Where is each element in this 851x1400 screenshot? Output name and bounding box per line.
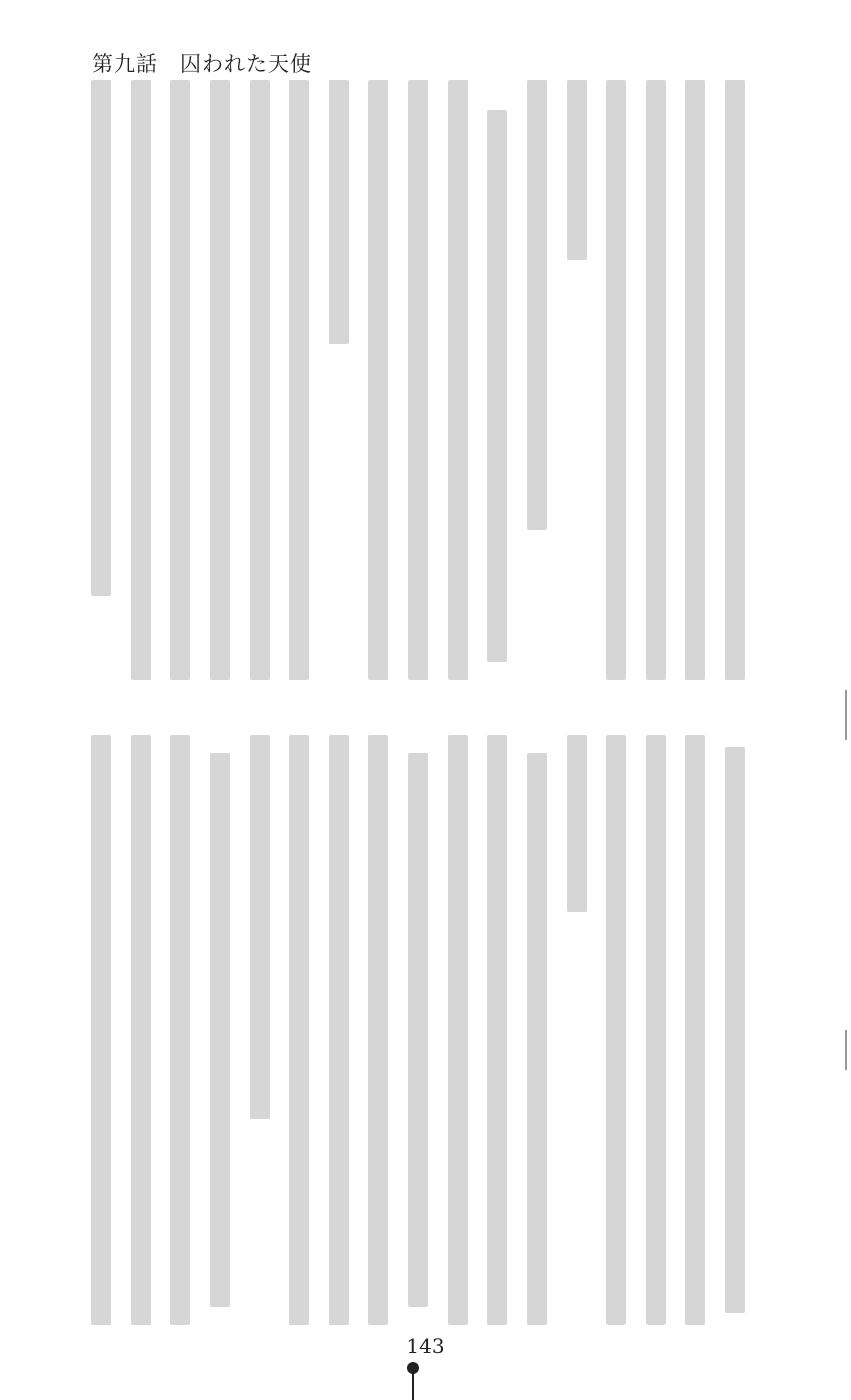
text-column (286, 735, 312, 1325)
redacted-text-line (685, 735, 705, 1325)
text-column (484, 735, 510, 1325)
text-column (207, 80, 233, 680)
redacted-text-line (606, 735, 626, 1325)
redacted-text-line (646, 735, 666, 1325)
redacted-text-line (725, 80, 745, 680)
redacted-text-line (250, 80, 270, 680)
redacted-text-line (289, 735, 309, 1325)
chapter-title: 第九話 囚われた天使 (92, 52, 312, 76)
redacted-text-line (91, 735, 111, 1325)
text-column (88, 80, 114, 680)
text-column (207, 735, 233, 1325)
text-column (365, 735, 391, 1325)
text-block-bottom (88, 735, 748, 1325)
text-column (682, 735, 708, 1325)
redacted-text-line (685, 80, 705, 680)
redacted-text-line (91, 80, 111, 596)
redacted-text-line (527, 753, 547, 1325)
redacted-text-line (606, 80, 626, 680)
redacted-text-line (527, 80, 547, 530)
redacted-text-line (448, 735, 468, 1325)
text-column (682, 80, 708, 680)
redacted-text-line (170, 80, 190, 680)
scan-edge-mark (845, 1030, 847, 1070)
redacted-text-line (210, 753, 230, 1308)
redacted-text-line (250, 735, 270, 1119)
scan-edge-mark (845, 690, 847, 740)
page-marker-line (412, 1372, 414, 1400)
text-column (128, 80, 154, 680)
text-column (167, 80, 193, 680)
text-column (722, 80, 748, 680)
text-column (722, 735, 748, 1325)
text-column (643, 735, 669, 1325)
redacted-text-line (646, 80, 666, 680)
redacted-text-line (408, 80, 428, 680)
text-column (484, 80, 510, 680)
text-column (524, 735, 550, 1325)
text-column (603, 80, 629, 680)
redacted-text-line (329, 80, 349, 344)
redacted-text-line (329, 735, 349, 1325)
redacted-text-line (487, 735, 507, 1325)
redacted-text-line (448, 80, 468, 680)
redacted-text-line (567, 735, 587, 912)
redacted-text-line (210, 80, 230, 680)
text-column (88, 735, 114, 1325)
text-column (167, 735, 193, 1325)
redacted-text-line (368, 735, 388, 1325)
text-column (405, 80, 431, 680)
redacted-text-line (289, 80, 309, 680)
text-column (405, 735, 431, 1325)
text-column (247, 735, 273, 1325)
text-column (286, 80, 312, 680)
redacted-text-line (487, 110, 507, 662)
redacted-text-line (567, 80, 587, 260)
text-column (564, 735, 590, 1325)
redacted-text-line (725, 747, 745, 1313)
redacted-text-line (408, 753, 428, 1308)
redacted-text-line (170, 735, 190, 1325)
text-column (524, 80, 550, 680)
text-column (445, 735, 471, 1325)
text-column (326, 80, 352, 680)
redacted-text-line (131, 80, 151, 680)
text-column (128, 735, 154, 1325)
redacted-text-line (368, 80, 388, 680)
text-column (603, 735, 629, 1325)
text-column (365, 80, 391, 680)
redacted-text-line (131, 735, 151, 1325)
text-column (643, 80, 669, 680)
text-column (445, 80, 471, 680)
text-column (326, 735, 352, 1325)
text-column (564, 80, 590, 680)
text-block-top (88, 80, 748, 680)
text-column (247, 80, 273, 680)
page-number: 143 (406, 1334, 445, 1358)
